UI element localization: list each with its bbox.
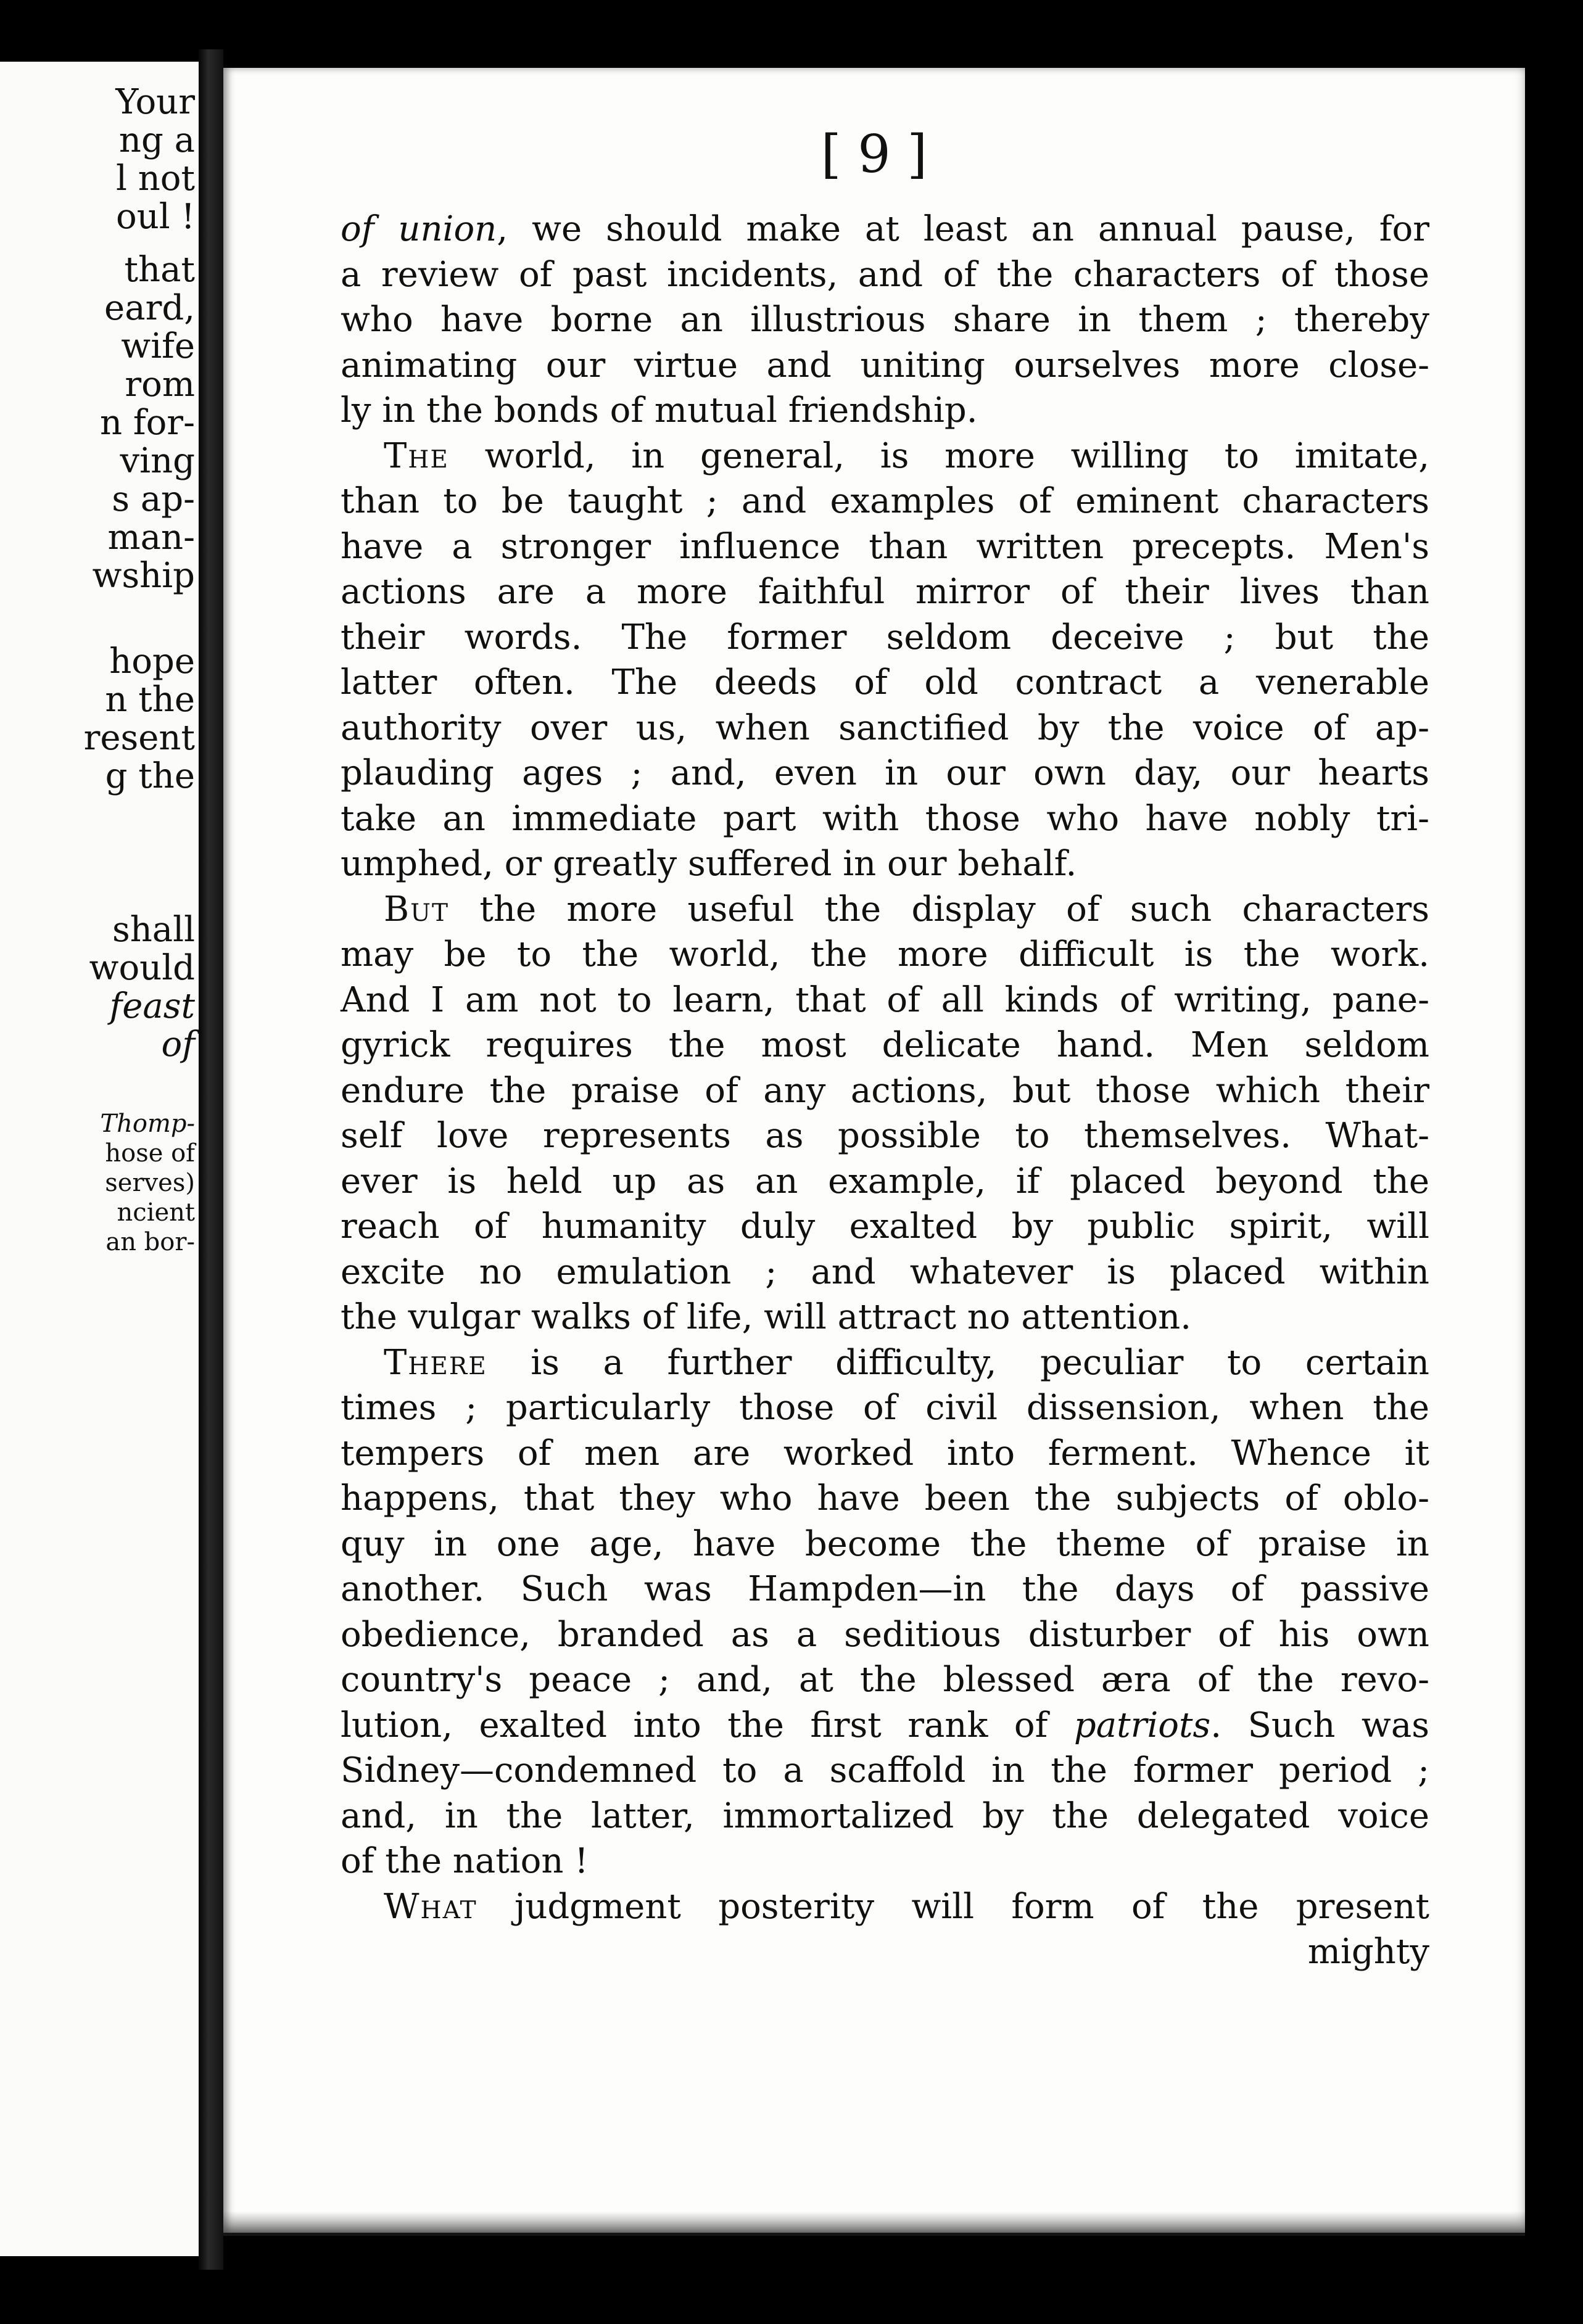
facing-page-note-line: Thomp- — [100, 1110, 195, 1138]
text-run: and, in the latter, immortalized by the delegated voice — [341, 1795, 1429, 1836]
text-line — [341, 1023, 1429, 1068]
facing-page-line: Your — [115, 82, 195, 122]
text-line — [341, 1657, 1429, 1703]
text-line — [341, 615, 1429, 661]
text-line — [341, 978, 1429, 1023]
text-run: who have borne an illustrious share in them ; thereby — [341, 300, 1429, 340]
text-run: Sidney—condemned to a scaffold in the former period ; — [341, 1750, 1429, 1790]
text-run: have a stronger influence than written precepts. Men's — [341, 526, 1429, 567]
text-run: self love represents as possible to themselves. What- — [341, 1116, 1429, 1156]
text-run: excite no emulation ; and whatever is placed within — [341, 1251, 1429, 1292]
text-line — [341, 1884, 1429, 1930]
text-run: And I am not to learn, that of all kinds of writing, pane- — [341, 979, 1429, 1020]
text-run: tempers of men are worked into ferment. Whence it — [341, 1433, 1429, 1473]
text-line — [341, 1159, 1429, 1205]
text-line — [341, 796, 1429, 842]
text-line — [341, 660, 1429, 706]
facing-page-line: oul ! — [116, 197, 195, 237]
text-run: world, in general, is more willing to imitate, — [448, 435, 1429, 476]
text-line — [341, 252, 1429, 298]
text-run: lution, exalted into the first rank of — [341, 1705, 1074, 1745]
facing-page-line: would — [89, 948, 195, 988]
facing-page-line: wship — [92, 556, 195, 596]
text-line — [341, 932, 1429, 978]
text-run: times ; particularly those of civil dissension, when the — [341, 1388, 1429, 1428]
text-line — [341, 1612, 1429, 1658]
text-line — [341, 1113, 1429, 1159]
text-run: of the nation ! — [341, 1841, 589, 1881]
facing-page-line: n the — [105, 680, 195, 720]
italic-text: of union — [341, 209, 497, 249]
facing-page-line: man- — [107, 517, 195, 558]
text-run: country's peace ; and, at the blessed æra of the revo- — [341, 1660, 1429, 1700]
text-run: mighty — [1307, 1932, 1429, 1972]
text-run: quy in one age, have become the theme of praise in — [341, 1523, 1429, 1564]
text-run: , we should make at least an annual pause, for — [497, 209, 1429, 249]
facing-page-line: shall — [112, 910, 195, 950]
facing-page-line: of — [161, 1024, 195, 1065]
facing-page-line: eard, — [104, 288, 195, 328]
facing-page-line: n for- — [100, 403, 195, 443]
facing-page-line: ving — [120, 441, 195, 481]
text-line — [341, 569, 1429, 615]
text-line — [341, 524, 1429, 570]
text-run: may be to the world, the more difficult is the work. — [341, 934, 1429, 975]
text-run: animating our virtue and uniting ourselves more close- — [341, 345, 1429, 385]
text-line — [341, 887, 1429, 933]
text-run: actions are a more faithful mirror of their lives than — [341, 572, 1429, 612]
text-line — [341, 751, 1429, 796]
paragraph-lead-word: What — [384, 1886, 477, 1927]
text-run: ever is held up as an example, if placed beyond the — [341, 1161, 1429, 1201]
text-line — [341, 1204, 1429, 1250]
facing-page-note-line: hose of — [105, 1139, 195, 1168]
text-run: gyrick requires the most delicate hand. Men seldom — [341, 1025, 1429, 1065]
italic-text: patriots — [1073, 1705, 1211, 1745]
text-run: their words. The former seldom deceive ; but the — [341, 617, 1429, 657]
text-line — [341, 1522, 1429, 1567]
facing-page-line: feast — [109, 986, 195, 1026]
facing-page-line: rom — [125, 365, 195, 405]
paragraph-lead-word: The — [384, 435, 449, 476]
text-line — [341, 207, 1429, 252]
text-line — [341, 479, 1429, 524]
paragraph-lead-word: But — [384, 889, 450, 929]
text-line — [341, 1839, 1429, 1884]
text-line — [341, 706, 1429, 751]
text-run: happens, that they who have been the subjects of oblo- — [341, 1478, 1429, 1518]
text-run: the vulgar walks of life, will attract no attention. — [341, 1297, 1192, 1337]
page-bottom-edge — [223, 2211, 1525, 2236]
text-line — [341, 297, 1429, 343]
text-line — [341, 1567, 1429, 1612]
text-run: reach of humanity duly exalted by public spirit, will — [341, 1206, 1429, 1246]
text-line — [341, 1295, 1429, 1340]
text-line — [341, 1431, 1429, 1477]
text-run: take an immediate part with those who have nobly tri- — [341, 798, 1429, 839]
facing-page-line: ng a — [118, 120, 195, 160]
text-line — [341, 841, 1429, 887]
paragraph-lead-word: There — [384, 1342, 487, 1383]
text-run: latter often. The deeds of old contract a venerable — [341, 662, 1429, 703]
text-run: umphed, or greatly suffered in our behalf. — [341, 844, 1077, 884]
facing-page-line: hope — [109, 641, 195, 682]
page-text — [341, 207, 1429, 1975]
text-line — [341, 1748, 1429, 1794]
text-line — [341, 1250, 1429, 1295]
text-run: endure the praise of any actions, but those which their — [341, 1070, 1429, 1111]
text-run: than to be taught ; and examples of eminent characters — [341, 481, 1429, 521]
text-line — [341, 1385, 1429, 1431]
facing-page-line: s ap- — [112, 479, 195, 519]
book-page — [223, 68, 1525, 2233]
text-run: judgment posterity will form of the present — [477, 1886, 1429, 1927]
page-number: [ 9 ] — [820, 124, 928, 184]
facing-page-note-line: an bor- — [105, 1228, 195, 1256]
text-line — [341, 1068, 1429, 1114]
facing-page-line: wife — [121, 326, 195, 366]
text-run: another. Such was Hampden—in the days of passive — [341, 1569, 1429, 1609]
facing-page-fragment — [0, 62, 199, 2256]
book-gutter — [199, 49, 223, 2270]
text-run: plauding ages ; and, even in our own day, our hearts — [341, 753, 1429, 793]
facing-page-line: resent — [83, 718, 195, 758]
text-line — [341, 1703, 1429, 1749]
text-run: authority over us, when sanctified by the voice of ap- — [341, 707, 1429, 748]
text-line — [341, 434, 1429, 479]
facing-page-note-line: ncient — [117, 1198, 195, 1227]
facing-page-note-line: serves) — [105, 1169, 195, 1197]
text-run: a review of past incidents, and of the characters of those — [341, 254, 1429, 295]
text-run: obedience, branded as a seditious disturber of his own — [341, 1614, 1429, 1655]
text-line — [341, 343, 1429, 389]
text-run: ly in the bonds of mutual friendship. — [341, 390, 978, 431]
facing-page-line: l not — [116, 159, 195, 199]
text-line — [341, 1794, 1429, 1839]
text-line — [341, 388, 1429, 434]
text-line — [341, 1476, 1429, 1522]
text-line — [341, 1929, 1429, 1975]
text-run: . Such was — [1210, 1705, 1429, 1745]
facing-page-line: that — [124, 250, 195, 290]
text-run: is a further difficulty, peculiar to certain — [487, 1342, 1429, 1383]
text-run: the more useful the display of such characters — [449, 889, 1429, 929]
text-line — [341, 1340, 1429, 1386]
facing-page-line: g the — [105, 756, 195, 796]
scan-border — [1525, 0, 1583, 2324]
